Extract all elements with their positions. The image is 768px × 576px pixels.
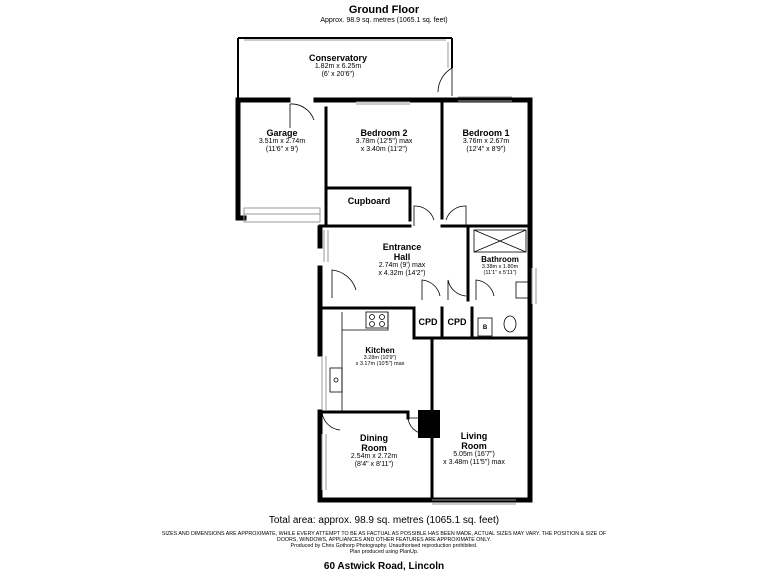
room-bedroom-1: [446, 128, 526, 154]
boiler-label: B: [482, 325, 488, 331]
disclaimer-line-2: DOORS, WINDOWS, APPLIANCES AND OTHER FEATURES ARE APPROXIMATE ONLY.: [276, 537, 492, 543]
room-name-line-1: Dining: [360, 433, 388, 443]
bathroom-fittings: [474, 230, 528, 336]
room-dim-imperial: (11'6" x 9'): [265, 146, 299, 153]
room-dim-imperial: x 4.32m (14'2"): [378, 270, 426, 277]
room-name: Conservatory: [308, 53, 368, 63]
disclaimer-line-4: Plan produced using PlanUp.: [349, 549, 419, 555]
room-name: Bedroom 2: [360, 128, 408, 138]
room-cupboard: Cupboard: [347, 196, 391, 206]
room-bedroom-2: [334, 128, 434, 154]
disclaimer-line-1: SIZES AND DIMENSIONS ARE APPROXIMATE, WHILE EVERY ATTEMPT TO BE AS FACTUAL AS POSSIBLE HAS BEEN MADE, ACTUAL SIZES MAY VARY. THE POSITION & SIZE OF: [161, 531, 607, 537]
room-entrance-hall: [352, 242, 452, 278]
room-name: Bedroom 1: [462, 128, 510, 138]
room-dim-imperial: (8'4" x 8'11"): [354, 461, 394, 468]
room-dim-imperial: (12'4" x 8'9"): [466, 146, 506, 153]
property-address: 60 Astwick Road, Lincoln: [323, 561, 445, 572]
room-dim-imperial: x 3.48m (11'5") max: [443, 459, 505, 466]
room-name: Kitchen: [365, 346, 395, 355]
room-cpd-1: CPD: [418, 317, 438, 327]
room-dim-metric: 3.51m x 2.74m: [258, 138, 306, 145]
room-bathroom: [472, 255, 528, 276]
room-conservatory: [288, 53, 388, 79]
room-dim-metric: 3.38m x 1.80m: [481, 264, 519, 270]
room-dim-metric: 1.82m x 6.25m: [314, 63, 362, 70]
conservatory-door-swing: [438, 68, 452, 96]
room-dim-imperial: (11'1" x 5'11"): [483, 270, 517, 276]
room-name-line-1: Living: [460, 431, 488, 441]
room-dim-imperial: (6' x 20'6"): [321, 71, 355, 78]
room-name: Garage: [266, 128, 298, 138]
plan-subtitle: Approx. 98.9 sq. metres (1065.1 sq. feet): [320, 17, 448, 24]
room-garage: [242, 128, 322, 154]
room-name-line-2: Room: [361, 443, 387, 453]
room-dim-imperial: x 3.17m (10'5") max: [355, 361, 405, 367]
room-dim-metric: 3.28m (10'9"): [363, 355, 397, 361]
room-name: Bathroom: [481, 255, 519, 264]
room-dim-imperial: x 3.40m (11'2"): [360, 146, 408, 153]
room-dim-metric: 2.74m (9') max: [378, 262, 426, 269]
room-dining: [334, 433, 414, 469]
room-name-line-2: Hall: [393, 252, 411, 262]
room-kitchen: [340, 346, 420, 367]
disclaimer-line-3: Produced by Chris Gothorp Photography. Unauthorised reproduction prohibited.: [290, 543, 478, 549]
room-name-line-1: Entrance: [382, 242, 422, 252]
disclaimer: [104, 531, 664, 555]
room-living: [428, 431, 520, 467]
room-name-line-2: Room: [461, 441, 487, 451]
room-dim-metric: 2.54m x 2.72m: [350, 453, 398, 460]
room-dim-metric: 3.76m x 2.67m: [462, 138, 510, 145]
plan-title: Ground Floor: [348, 4, 420, 16]
room-dim-metric: 5.05m (16'7"): [453, 451, 495, 458]
total-area: Total area: approx. 98.9 sq. metres (1065.1 sq. feet): [268, 515, 500, 526]
room-dim-metric: 3.78m (12'5") max: [355, 138, 413, 145]
room-cpd-2: CPD: [447, 317, 467, 327]
